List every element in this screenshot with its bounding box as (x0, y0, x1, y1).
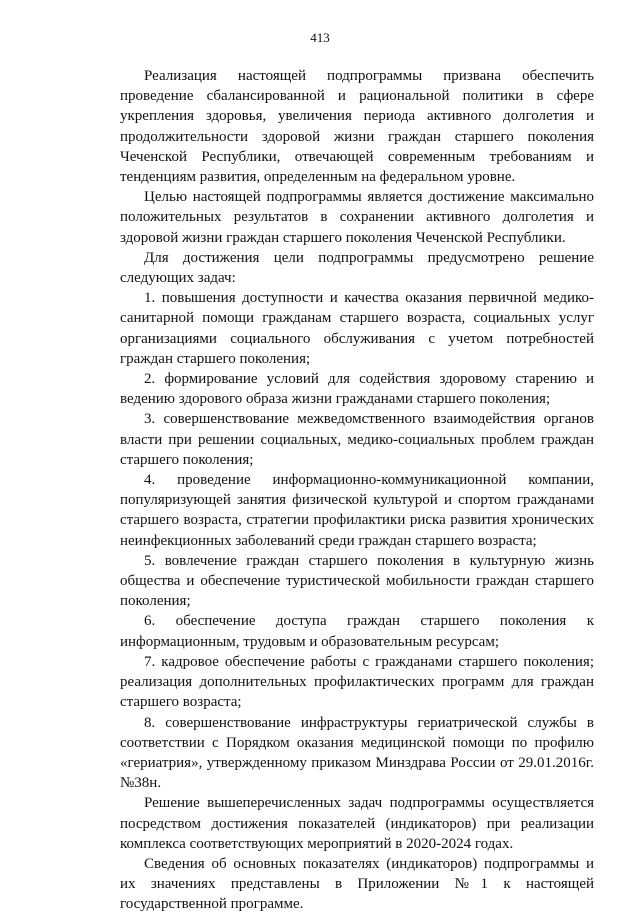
paragraph-solution: Решение вышеперечисленных задач подпрограммы осуществляется посредством достижения показателей (индикаторов) при реализации комплекса соответствующих мероприятий в 2020-2024 годах. (120, 795, 594, 852)
task-item-4: 4. проведение информационно-коммуникационной компании, популяризующей занятия физической культурой и спортом гражданами старшего возраста, стратегии профилактики риска развития хронических неинфекционных заболеваний среди граждан старшего возраста; (120, 472, 594, 549)
document-body (120, 66, 594, 915)
task-item-2: 2. формирование условий для содействия здоровому старению и ведению здорового образа жизни гражданами старшего поколения; (120, 371, 594, 408)
paragraph-intro: Реализация настоящей подпрограммы призвана обеспечить проведение сбалансированной и рациональной политики в сфере укрепления здоровья, увеличения периода активного долголетия и продолжительности здоровой жизни граждан старшего поколения Чеченской Республики, отвечающей современным требованиям и тенденциям развития, определенным на федеральном уровне. (120, 68, 594, 186)
task-item-6: 6. обеспечение доступа граждан старшего поколения к информационным, трудовым и образовательным ресурсам; (120, 613, 594, 650)
paragraph-goal: Целью настоящей подпрограммы является достижение максимально положительных результатов в сохранении активного долголетия и здоровой жизни граждан старшего поколения Чеченской Республики. (120, 189, 594, 246)
task-item-7: 7. кадровое обеспечение работы с гражданами старшего поколения; реализация дополнительных профилактических программ для граждан старшего возраста; (120, 653, 594, 711)
task-item-1: 1. повышения доступности и качества оказания первичной медико-санитарной помощи гражданам старшего возраста, социальных услуг организациями социального обслуживания с учетом потребностей граждан старшего поколения; (120, 290, 594, 367)
paragraph-indicators: Сведения об основных показателях (индикаторов) подпрограммы и их значениях представлены в Приложении №1 к настоящей государственной программе. (120, 855, 594, 913)
paragraph-tasks-intro: Для достижения цели подпрограммы предусмотрено решение следующих задач: (120, 249, 594, 287)
task-item-3: 3. совершенствование межведомственного взаимодействия органов власти при решении социальных, медико-социальных проблем граждан старшего поколения; (120, 411, 594, 468)
task-item-8: 8. совершенствование инфраструктуры гериатрической службы в соответствии с Порядком оказания медицинской помощи по профилю «гериатрия», утвержденному приказом Минздрава России от 29.01.2016г. №38н. (120, 714, 594, 792)
page-number: 413 (310, 30, 330, 45)
task-item-5: 5. вовлечение граждан старшего поколения в культурную жизнь общества и обеспечение туристической мобильности граждан старшего поколения; (120, 552, 594, 610)
